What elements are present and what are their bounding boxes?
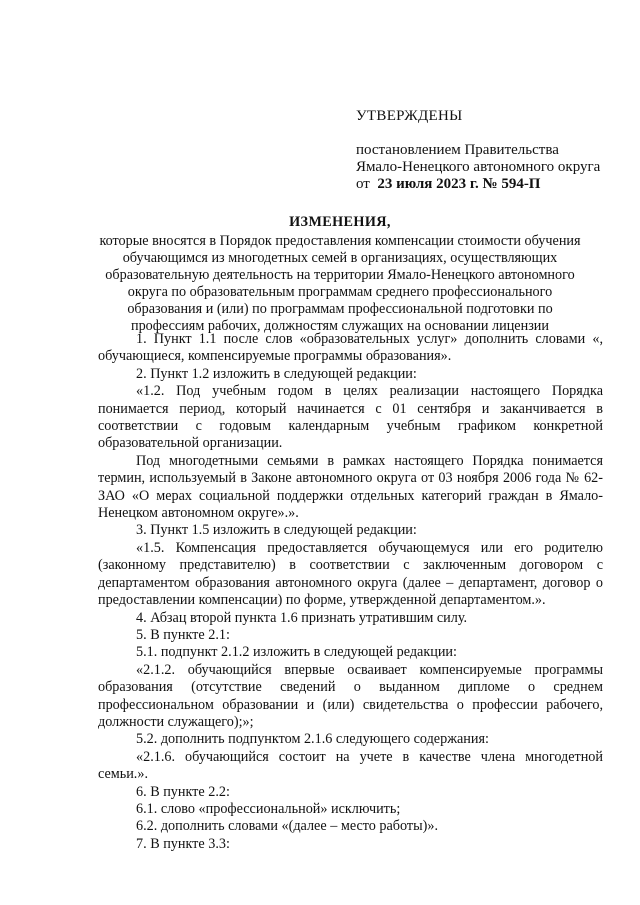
approval-line-1: постановлением Правительства: [356, 142, 559, 158]
paragraph: «2.1.2. обучающийся впервые осваивает компенсируемые программы образования (отсутствие сведений о выданном дипломе о среднем профессиональном образовании и (или) свидетельства о профессии рабочего, должности служащего);»;: [98, 661, 603, 730]
paragraph: «1.5. Компенсация предоставляется обучающемуся или его родителю (законному представителю) в соответствии с заключенным договором с департаментом образования автономного округа (далее – департамент, договор о предоставлении компенсации) по форме, утвержденной департаментом.».: [98, 539, 603, 609]
approval-block: [356, 108, 616, 193]
approval-line-2: Ямало-Ненецкого автономного округа: [356, 159, 601, 175]
paragraph: 6. В пункте 2.2:: [136, 783, 230, 800]
paragraph: 5.2. дополнить подпунктом 2.1.6 следующего содержания:: [136, 731, 489, 748]
document-subtitle: которые вносятся в Порядок предоставления компенсации стоимости обучения обучающимся из многодетных семей в организациях, осуществляющих образовательную деятельность на территории Ямало-Ненецкого автономного округа по образовательным программам среднего профессионального образования и (или) по программам профессиональной подготовки по профессиям рабочих, должностям служащих на основании лицензии: [99, 233, 581, 334]
document-heading: [90, 214, 590, 335]
paragraph: 7. В пункте 3.3:: [136, 835, 230, 852]
paragraph: 6.1. слово «профессиональной» исключить;: [136, 800, 401, 817]
document-title: ИЗМЕНЕНИЯ,: [289, 214, 391, 230]
paragraph: 2. Пункт 1.2 изложить в следующей редакции:: [136, 365, 417, 382]
paragraph: Под многодетными семьями в рамках настоящего Порядка понимается термин, используемый в Законе автономного округа от 03 ноября 2006 года № 62-ЗАО «О мерах социальной поддержки отдельных категорий граждан в Ямало-Ненецком автономном округе».».: [98, 452, 603, 522]
approval-title: УТВЕРЖДЕНЫ: [356, 108, 463, 124]
approval-date-value: 23 июля 2023 г. № 594-П: [377, 176, 541, 192]
approval-date-prefix: от: [356, 176, 370, 192]
paragraph: 4. Абзац второй пункта 1.6 признать утратившим силу.: [136, 609, 468, 626]
paragraph: 5.1. подпункт 2.1.2 изложить в следующей редакции:: [136, 644, 457, 661]
paragraph: «2.1.6. обучающийся состоит на учете в качестве члена многодетной семьи.».: [98, 748, 603, 783]
paragraph: 5. В пункте 2.1:: [136, 626, 230, 643]
approval-date-line: [356, 176, 616, 193]
paragraph: 1. Пункт 1.1 после слов «образовательных услуг» дополнить словами «, обучающиеся, компенсируемые программы образования».: [98, 331, 603, 365]
document-body: [98, 331, 603, 853]
paragraph: «1.2. Под учебным годом в целях реализации настоящего Порядка понимается период, который начинается с 01 сентября и заканчивается в соответствии с годовым календарным учебным графиком конкретной образовательной организации.: [98, 383, 603, 452]
paragraph: 6.2. дополнить словами «(далее – место работы)».: [136, 818, 439, 835]
paragraph: 3. Пункт 1.5 изложить в следующей редакции:: [136, 522, 417, 539]
